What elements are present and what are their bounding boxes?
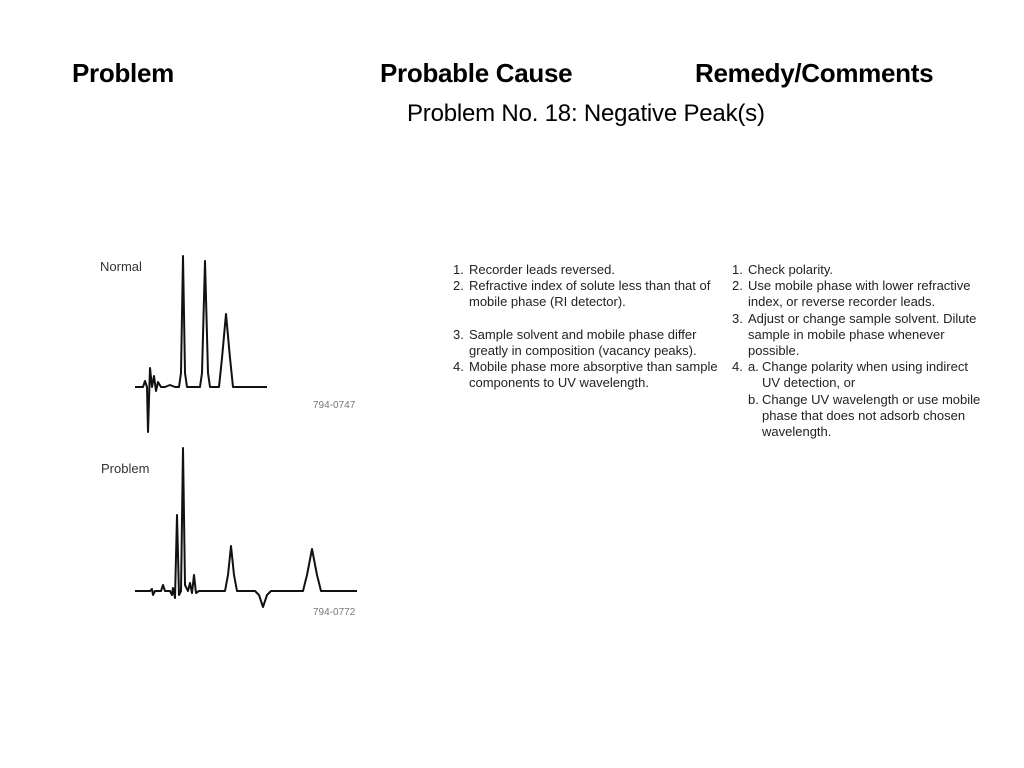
cause-item [453,278,723,310]
remedy-number: 2. [732,278,743,294]
problem-title: Problem No. 18: Negative Peak(s) [407,100,765,127]
remedy-item [732,311,982,360]
probable-cause-list [453,262,723,391]
header-remedy-comments: Remedy/Comments [695,58,934,88]
remedy-sub-text: Change UV wavelength or use mobile phase that does not adsorb chosen wavelength. [762,391,981,440]
normal-trace [135,256,267,432]
normal-chromatogram [95,248,365,434]
remedy-text: Use mobile phase with lower refractive index, or reverse recorder leads. [748,278,971,310]
cause-number: 1. [453,262,464,277]
cause-item [453,262,723,278]
cause-text: Mobile phase more absorptive than sample components to UV wavelength. [469,359,718,391]
problem-label: Problem [101,461,150,476]
normal-code: 794-0747 [313,400,356,411]
cause-number: 2. [453,278,464,294]
cause-text: Sample solvent and mobile phase differ greatly in composition (vacancy peaks). [469,326,697,358]
cause-number: 3. [453,326,464,342]
remedy-number: 1. [732,262,743,277]
remedy-number: 3. [732,310,743,326]
normal-label: Normal [100,259,142,274]
cause-item [453,359,723,391]
remedy-number: 4. [732,359,743,375]
remedy-subitem [748,392,982,441]
header-probable-cause: Probable Cause [380,58,573,88]
remedy-list [732,262,982,440]
remedy-sub-letter: b. [748,391,759,407]
remedy-item [732,262,982,278]
remedy-text: Check polarity. [748,262,834,277]
remedy-sub-text: Change polarity when using indirect UV detection, or [762,359,968,391]
remedy-subitem [748,359,982,391]
problem-chromatogram [95,445,365,618]
problem-trace [135,448,357,607]
remedy-sub-letter: a. [748,359,759,375]
cause-text: Refractive index of solute less than that of mobile phase (RI detector). [469,278,711,310]
remedy-sublist [748,359,982,440]
problem-code: 794-0772 [313,607,356,618]
header-problem: Problem [72,58,174,88]
cause-item [453,327,723,359]
remedy-item [732,278,982,310]
cause-text: Recorder leads reversed. [469,262,615,277]
remedy-text: Adjust or change sample solvent. Dilute sample in mobile phase whenever possible. [748,310,977,359]
remedy-item [732,359,982,440]
cause-number: 4. [453,359,464,375]
